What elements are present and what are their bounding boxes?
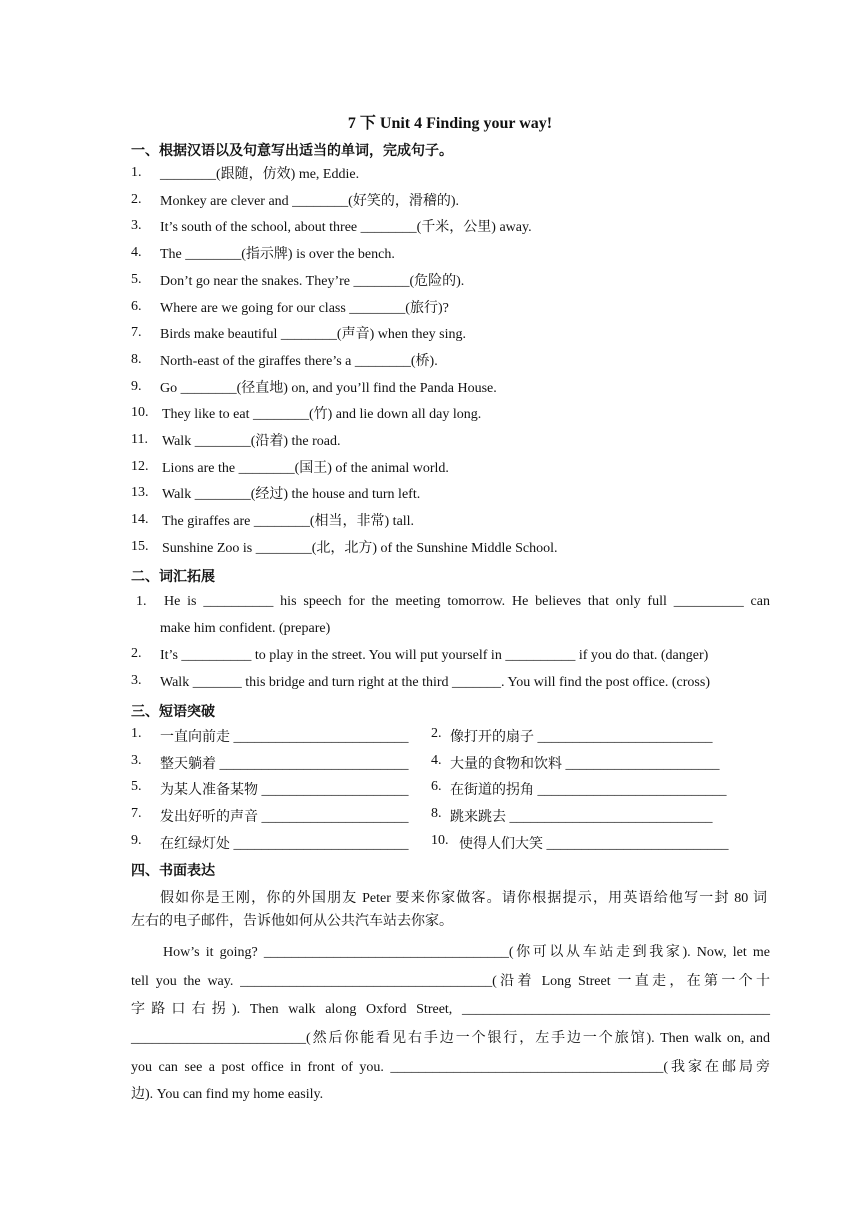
- section-2-heading: 二、词汇拓展: [131, 569, 215, 585]
- item-number: 10.: [431, 832, 449, 848]
- phrase-item: 在街道的拐角 ___________________________: [450, 783, 727, 799]
- item-number: 7.: [131, 806, 142, 822]
- fill-in-sentence: Don’t go near the snakes. They’re ________(危险的).: [160, 273, 465, 289]
- phrase-item: 为某人准备某物 _____________________: [160, 783, 409, 799]
- section-3-heading: 三、短语突破: [131, 704, 215, 720]
- item-number: 7.: [131, 325, 142, 341]
- page-title: 7 下 Unit 4 Finding your way!: [347, 115, 553, 132]
- phrase-item: 在红绿灯处 _________________________: [160, 836, 409, 852]
- item-number: 1.: [136, 594, 147, 609]
- phrase-item: 一直向前走 _________________________: [160, 730, 409, 745]
- item-number: 6.: [131, 298, 142, 314]
- fill-in-sentence: Walk ________(沿着) the road.: [162, 434, 341, 449]
- item-number: 11.: [131, 432, 148, 447]
- item-number: 10.: [131, 405, 149, 421]
- item-number: 1.: [131, 726, 142, 741]
- writing-passage-line-1: How’s it going? ___________________________________(你可以从车站走到我家). Now, let me: [163, 945, 770, 960]
- item-number: 13.: [131, 485, 149, 501]
- section-4-heading: 四、书面表达: [131, 863, 215, 879]
- fill-in-sentence: It’s south of the school, about three ________(千米，公里) away.: [160, 220, 532, 236]
- item-number: 12.: [131, 458, 149, 474]
- fill-in-sentence: Sunshine Zoo is ________(北，北方) of the Sunshine Middle School.: [162, 540, 558, 556]
- item-number: 9.: [131, 378, 142, 394]
- fill-in-sentence: Walk ________(经过) the house and turn left.: [162, 487, 421, 503]
- item-number: 15.: [131, 538, 149, 554]
- item-number: 4.: [131, 245, 142, 261]
- item-number: 6.: [431, 779, 442, 795]
- writing-passage-line-4: _________________________(然后你能看见右手边一个银行，左手边一个旅馆). Then walk on, and: [131, 1031, 770, 1046]
- fill-in-sentence: ________(跟随，仿效) me, Eddie.: [160, 167, 360, 182]
- writing-prompt-line-2: 左右的电子邮件，告诉他如何从公共汽车站去你家。: [131, 914, 453, 929]
- writing-prompt-line-1: 假如你是王刚，你的外国朋友 Peter 要来你家做客。请你根据提示，用英语给他写一封 80 词: [160, 891, 767, 906]
- writing-passage-line-3: 字路口右拐). Then walk along Oxford Street, ____________________________________________: [131, 1002, 770, 1017]
- item-number: 5.: [131, 779, 142, 795]
- fill-in-sentence: Where are we going for our class ________(旅行)?: [160, 300, 449, 316]
- fill-in-sentence: The giraffes are ________(相当，非常) tall.: [162, 514, 415, 530]
- writing-passage-line-2: tell you the way. ____________________________________(沿着 Long Street 一直走，在第一个十: [131, 974, 770, 989]
- writing-passage-line-6: 边). You can find my home easily.: [131, 1087, 324, 1102]
- item-number: 2.: [131, 646, 142, 661]
- item-number: 3.: [131, 218, 142, 234]
- item-number: 2.: [131, 191, 142, 207]
- item-number: 14.: [131, 512, 149, 528]
- item-number: 1.: [131, 165, 142, 180]
- item-number: 2.: [431, 726, 442, 741]
- item-number: 8.: [131, 351, 142, 367]
- fill-in-sentence: They like to eat ________(竹) and lie down all day long.: [162, 407, 482, 423]
- vocab-item-2: It’s __________ to play in the street. You will put yourself in __________ if you do that. (danger): [160, 648, 709, 663]
- phrase-item: 大量的食物和饮料 ______________________: [450, 756, 720, 772]
- fill-in-sentence: Monkey are clever and ________(好笑的，滑稽的).: [160, 193, 459, 209]
- item-number: 8.: [431, 806, 442, 822]
- fill-in-sentence: North-east of the giraffes there’s a ________(桥).: [160, 353, 438, 369]
- phrase-item: 发出好听的声音 _____________________: [160, 810, 409, 826]
- fill-in-sentence: Go ________(径直地) on, and you’ll find the Panda House.: [160, 380, 497, 396]
- vocab-item-1-line-1: He is __________ his speech for the meeting tomorrow. He believes that only full __________ can: [164, 594, 770, 609]
- phrase-item: 整天躺着 ___________________________: [160, 756, 409, 772]
- section-1-heading: 一、根据汉语以及句意写出适当的单词，完成句子。: [131, 143, 453, 159]
- vocab-item-3: Walk _______ this bridge and turn right at the third _______. You will find the post office. (cross): [160, 675, 710, 690]
- phrase-item: 使得人们大笑 __________________________: [459, 836, 729, 852]
- fill-in-sentence: Lions are the ________(国王) of the animal world.: [162, 460, 449, 476]
- item-number: 3.: [131, 673, 142, 688]
- vocab-item-1-line-2: make him confident. (prepare): [160, 621, 331, 636]
- phrase-item: 跳来跳去 _____________________________: [450, 810, 713, 826]
- fill-in-sentence: Birds make beautiful ________(声音) when they sing.: [160, 327, 467, 343]
- item-number: 4.: [431, 752, 442, 768]
- item-number: 9.: [131, 832, 142, 848]
- fill-in-sentence: The ________(指示牌) is over the bench.: [160, 247, 395, 263]
- writing-passage-line-5: you can see a post office in front of you. _______________________________________(我家在邮局旁: [131, 1060, 770, 1075]
- phrase-item: 像打开的扇子 _________________________: [450, 730, 713, 745]
- item-number: 3.: [131, 752, 142, 768]
- item-number: 5.: [131, 271, 142, 287]
